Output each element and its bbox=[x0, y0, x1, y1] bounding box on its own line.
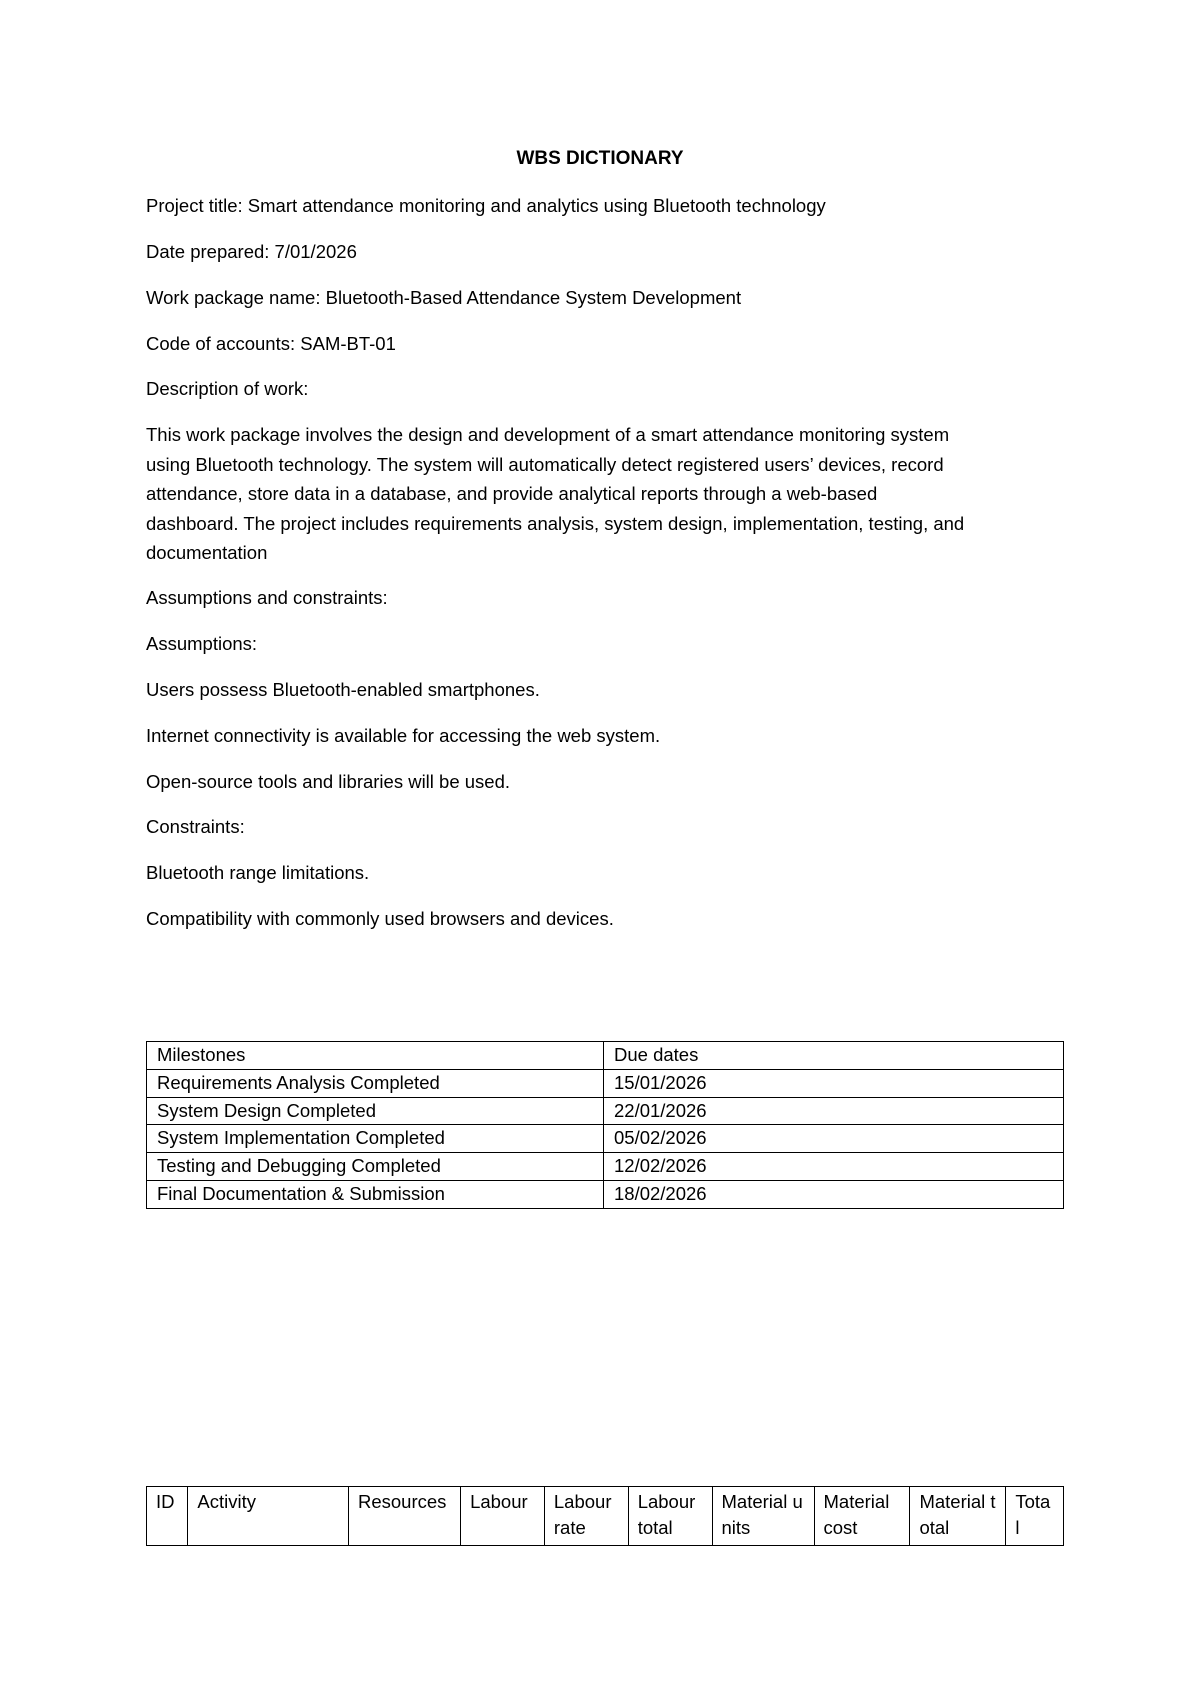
material-total-header: Material total bbox=[910, 1487, 1006, 1546]
constraint-item: Compatibility with commonly used browsers and devices. bbox=[146, 908, 614, 929]
milestone-cell: Requirements Analysis Completed bbox=[147, 1069, 604, 1097]
milestone-cell: System Design Completed bbox=[147, 1097, 604, 1125]
milestones-table bbox=[146, 1041, 1064, 1209]
milestone-cell: Testing and Debugging Completed bbox=[147, 1153, 604, 1181]
table-row bbox=[147, 1180, 1064, 1208]
project-title: Project title: Smart attendance monitoring and analytics using Bluetooth technology bbox=[146, 195, 826, 216]
description-line: attendance, store data in a database, and provide analytical reports through a web-based bbox=[146, 483, 878, 504]
assumption-item: Open-source tools and libraries will be used. bbox=[146, 771, 511, 792]
assumption-item: Users possess Bluetooth-enabled smartphones. bbox=[146, 679, 540, 700]
due-date-cell: 15/01/2026 bbox=[604, 1069, 1064, 1097]
milestone-cell: Final Documentation & Submission bbox=[147, 1180, 604, 1208]
due-dates-header: Due dates bbox=[604, 1042, 1064, 1070]
description-line: This work package involves the design and development of a smart attendance monitoring system bbox=[146, 424, 950, 445]
labour-total-header: Labour total bbox=[628, 1487, 712, 1546]
description-line: using Bluetooth technology. The system will automatically detect registered users’ devices, record bbox=[146, 453, 944, 475]
table-row bbox=[147, 1153, 1064, 1181]
activity-header: Activity bbox=[188, 1487, 349, 1546]
id-header: ID bbox=[147, 1487, 188, 1546]
material-units-header: Material units bbox=[712, 1487, 814, 1546]
description-line: dashboard. The project includes requirements analysis, system design, implementation, testing, and bbox=[146, 512, 965, 534]
description-heading: Description of work: bbox=[146, 378, 309, 399]
due-date-cell: 22/01/2026 bbox=[604, 1097, 1064, 1125]
resources-header: Resources bbox=[348, 1487, 460, 1546]
table-row bbox=[147, 1069, 1064, 1097]
labour-header: Labour bbox=[461, 1487, 545, 1546]
table-row bbox=[147, 1097, 1064, 1125]
table-header-row bbox=[147, 1487, 1064, 1546]
table-row bbox=[147, 1125, 1064, 1153]
assumptions-constraints-heading: Assumptions and constraints: bbox=[146, 587, 388, 608]
table-header-row bbox=[147, 1042, 1064, 1070]
milestones-header: Milestones bbox=[147, 1042, 604, 1070]
document-title: WBS DICTIONARY bbox=[516, 148, 684, 169]
description-line: documentation bbox=[146, 542, 268, 563]
cost-estimate-table bbox=[146, 1486, 1064, 1546]
description-paragraph bbox=[146, 420, 1066, 568]
labour-rate-header: Labour rate bbox=[544, 1487, 628, 1546]
total-header: Total bbox=[1006, 1487, 1064, 1546]
due-date-cell: 18/02/2026 bbox=[604, 1180, 1064, 1208]
material-cost-header: Material cost bbox=[814, 1487, 910, 1546]
milestone-cell: System Implementation Completed bbox=[147, 1125, 604, 1153]
work-package-name: Work package name: Bluetooth-Based Attendance System Development bbox=[146, 287, 742, 308]
constraint-item: Bluetooth range limitations. bbox=[146, 862, 370, 883]
constraints-heading: Constraints: bbox=[146, 816, 245, 837]
due-date-cell: 05/02/2026 bbox=[604, 1125, 1064, 1153]
code-of-accounts: Code of accounts: SAM-BT-01 bbox=[146, 333, 396, 354]
assumption-item: Internet connectivity is available for accessing the web system. bbox=[146, 725, 661, 746]
assumptions-heading: Assumptions: bbox=[146, 633, 258, 654]
date-prepared: Date prepared: 7/01/2026 bbox=[146, 241, 357, 262]
due-date-cell: 12/02/2026 bbox=[604, 1153, 1064, 1181]
